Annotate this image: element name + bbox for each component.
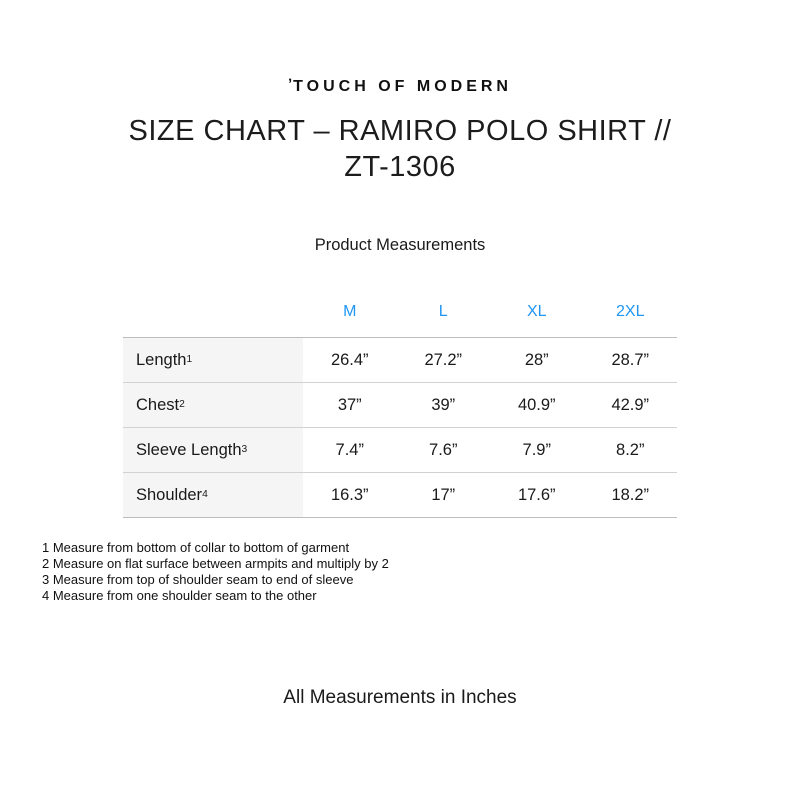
measurement-cell: 8.2” [616,440,645,459]
measurement-cell: 42.9” [611,395,650,414]
footnote-line: 3 Measure from top of shoulder seam to end of sleeve [42,572,354,587]
logo-text: TOUCH OF MODERN [293,78,512,95]
page-title-line-1: SIZE CHART – RAMIRO POLO SHIRT // [128,115,672,147]
footnote-line: 4 Measure from one shoulder seam to the other [42,588,317,603]
measurement-cell: 27.2” [424,350,463,369]
size-table [123,300,677,518]
measurement-cell: 7.6” [429,440,458,459]
footnotes-block [42,540,389,604]
table-row-length [123,338,677,382]
table-subtitle: Product Measurements [314,236,486,254]
measurement-cell: 7.9” [522,440,551,459]
measurement-cell: 26.4” [330,350,369,369]
table-row-sleeve-length [123,427,677,472]
row-label-text: Shoulder [136,485,203,504]
measurement-cell: 7.4” [335,440,364,459]
page-title-line-2: ZT-1306 [344,151,456,183]
size-table-body [123,337,677,518]
row-label-text: Sleeve Length [136,440,242,459]
measurement-cell: 28.7” [611,350,650,369]
brand-logo [0,76,800,96]
column-header-spacer [123,300,303,324]
row-label-text: Chest [136,395,180,414]
footnote-line: 2 Measure on flat surface between armpits and multiply by 2 [42,556,389,571]
row-label: Chest 2 [123,383,303,427]
column-header-2xl: 2XL [616,303,645,320]
measurement-cell: 40.9” [517,395,556,414]
measurement-cell: 37” [337,395,362,414]
row-label: Shoulder 4 [123,473,303,517]
measurement-cell: 17.6” [517,485,556,504]
page-title [0,113,800,185]
measurement-cell: 17” [431,485,456,504]
measurement-cell: 16.3” [330,485,369,504]
row-label-text: Length [136,350,187,369]
table-row-chest [123,382,677,427]
footnote-line: 1 Measure from bottom of collar to bottom of garment [42,540,350,555]
units-note: All Measurements in Inches [283,687,517,708]
logo-mark-icon: ʼ [288,76,294,93]
row-label: Length 1 [123,338,303,382]
measurement-cell: 18.2” [611,485,650,504]
column-header-xl: XL [526,303,547,320]
column-header-m: M [343,303,357,320]
measurement-cell: 28” [524,350,549,369]
row-label: Sleeve Length 3 [123,428,303,472]
size-table-header-row [123,300,677,324]
column-header-l: L [438,303,448,320]
table-row-shoulder [123,472,677,517]
measurement-cell: 39” [431,395,456,414]
